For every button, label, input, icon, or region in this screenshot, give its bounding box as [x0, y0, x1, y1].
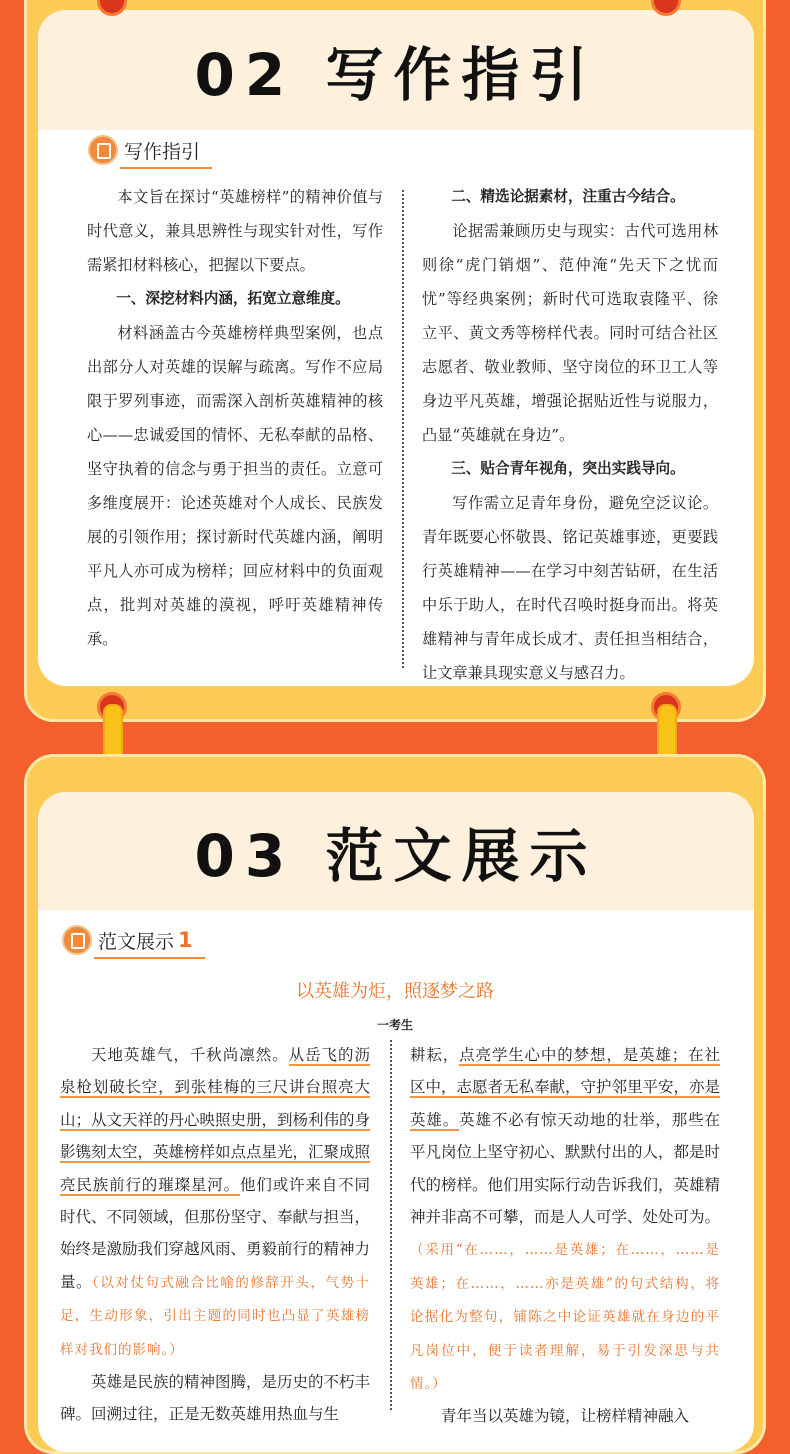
essay-paragraph [410, 1039, 720, 1400]
label-underline [94, 957, 205, 959]
essay-annotation: （以对仗句式融合比喻的修辞开头，气势十足，生动形象，引出主题的同时也凸显了英雄榜样对我们的影响。） [60, 1274, 370, 1358]
section-title: 02 写作指引 [38, 10, 754, 130]
writing-guide-label [88, 135, 200, 165]
essay-text: 耕耘， [410, 1046, 460, 1064]
label-text: 范文展示 [98, 930, 175, 953]
column-divider [402, 190, 404, 668]
guide-heading: 一、深挖材料内涵，拓宽立意维度。 [116, 290, 350, 307]
guide-heading: 三、贴合青年视角，突出实践导向。 [451, 460, 685, 477]
essay-paragraph [60, 1039, 370, 1366]
essay-underlined-text: 点亮学生心中的梦想，是英雄；在社区中，志愿者无私奉献，守护邻里平安，亦是英雄。 [410, 1046, 721, 1129]
essay-annotation: （采用“在……，……是英雄；在……，……是英雄；在……，……亦是英雄”的句式结构，将论据化为整句，铺陈之中论证英雄就在身边的平凡岗位中，便于读者理解，易于引发深思与共情。） [410, 1242, 720, 1393]
essay-author: 一考生 [376, 1018, 413, 1032]
guide-paragraph: 论据需兼顾历史与现实：古代可选用林则徐“虎门销烟”、范仲淹“先天下之忧而忧”等经典案例；新时代可选取袁隆平、徐立平、黄文秀等榜样代表。同时可结合社区志愿者、敬业教师、坚守岗位的环卫工人等身边平凡英雄，增强论据贴近性与说服力，凸显“英雄就在身边”。 [422, 222, 718, 444]
essay-text: 他们或许来自不同时代、不同领域，但那份坚守、奉献与担当，始终是激励我们穿越风雨、勇毅前行的精神力量。 [60, 1175, 371, 1291]
essay-left-column [60, 1039, 370, 1431]
section-title: 03 范文展示 [38, 792, 754, 910]
label-text: 写作指引 [124, 140, 201, 163]
guide-left-column [87, 180, 383, 656]
essay-paragraph: 英雄是民族的精神图腾，是历史的不朽丰碑。回溯过往，正是无数英雄用热血与生 [60, 1373, 371, 1424]
essay-underlined-text: 从岳飞的沥泉枪划破长空，到张桂梅的三尺讲台照亮大山；从文天祥的丹心映照史册，到杨利伟的身影镌刻太空，英雄榜样如点点星光，汇聚成照亮民族前行的璀璨星河。 [60, 1046, 371, 1194]
sample-essay-label [62, 925, 193, 955]
essay-text: 英雄不必有惊天动地的壮举，那些在平凡岗位上坚守初心、默默付出的人，都是时代的榜样。他们用实际行动告诉我们，英雄精神并非高不可攀，而是人人可学、处处可为。 [410, 1110, 721, 1227]
guide-paragraph: 写作需立足青年身份，避免空泛议论。青年既要心怀敬畏、铭记英雄事迹，更要践行英雄精神——在学习中刻苦钻研，在生活中乐于助人，在时代召唤时挺身而出。将英雄精神与青年成长成才、责任担当相结合，让文章兼具现实意义与感召力。 [422, 494, 718, 682]
pen-badge-icon [88, 135, 118, 165]
pen-badge-icon [62, 925, 92, 955]
label-number: 1 [178, 928, 193, 952]
column-divider [390, 1040, 392, 1410]
guide-heading: 二、精选论据素材，注重古今结合。 [451, 188, 685, 205]
essay-title: 以英雄为炬，照逐梦之路 [296, 981, 494, 1002]
essay-paragraph: 青年当以英雄为镜，让榜样精神融入 [441, 1407, 690, 1426]
essay-right-column [410, 1039, 720, 1433]
guide-paragraph: 本文旨在探讨“英雄榜样”的精神价值与时代意义，兼具思辨性与现实针对性，写作需紧扣材料核心，把握以下要点。 [87, 188, 383, 274]
essay-text: 天地英雄气，千秋尚凛然。 [91, 1046, 289, 1064]
guide-right-column [422, 180, 718, 690]
label-underline [120, 167, 212, 169]
guide-paragraph: 材料涵盖古今英雄榜样典型案例，也点出部分人对英雄的误解与疏离。写作不应局限于罗列事迹，而需深入剖析英雄精神的核心——忠诚爱国的情怀、无私奉献的品格、坚守执着的信念与勇于担当的责任。立意可多维度展开：论述英雄对个人成长、民族发展的引领作用；探讨新时代英雄内涵，阐明平凡人亦可成为榜样；回应材料中的负面观点，批判对英雄的漠视，呼吁英雄精神传承。 [87, 324, 383, 648]
